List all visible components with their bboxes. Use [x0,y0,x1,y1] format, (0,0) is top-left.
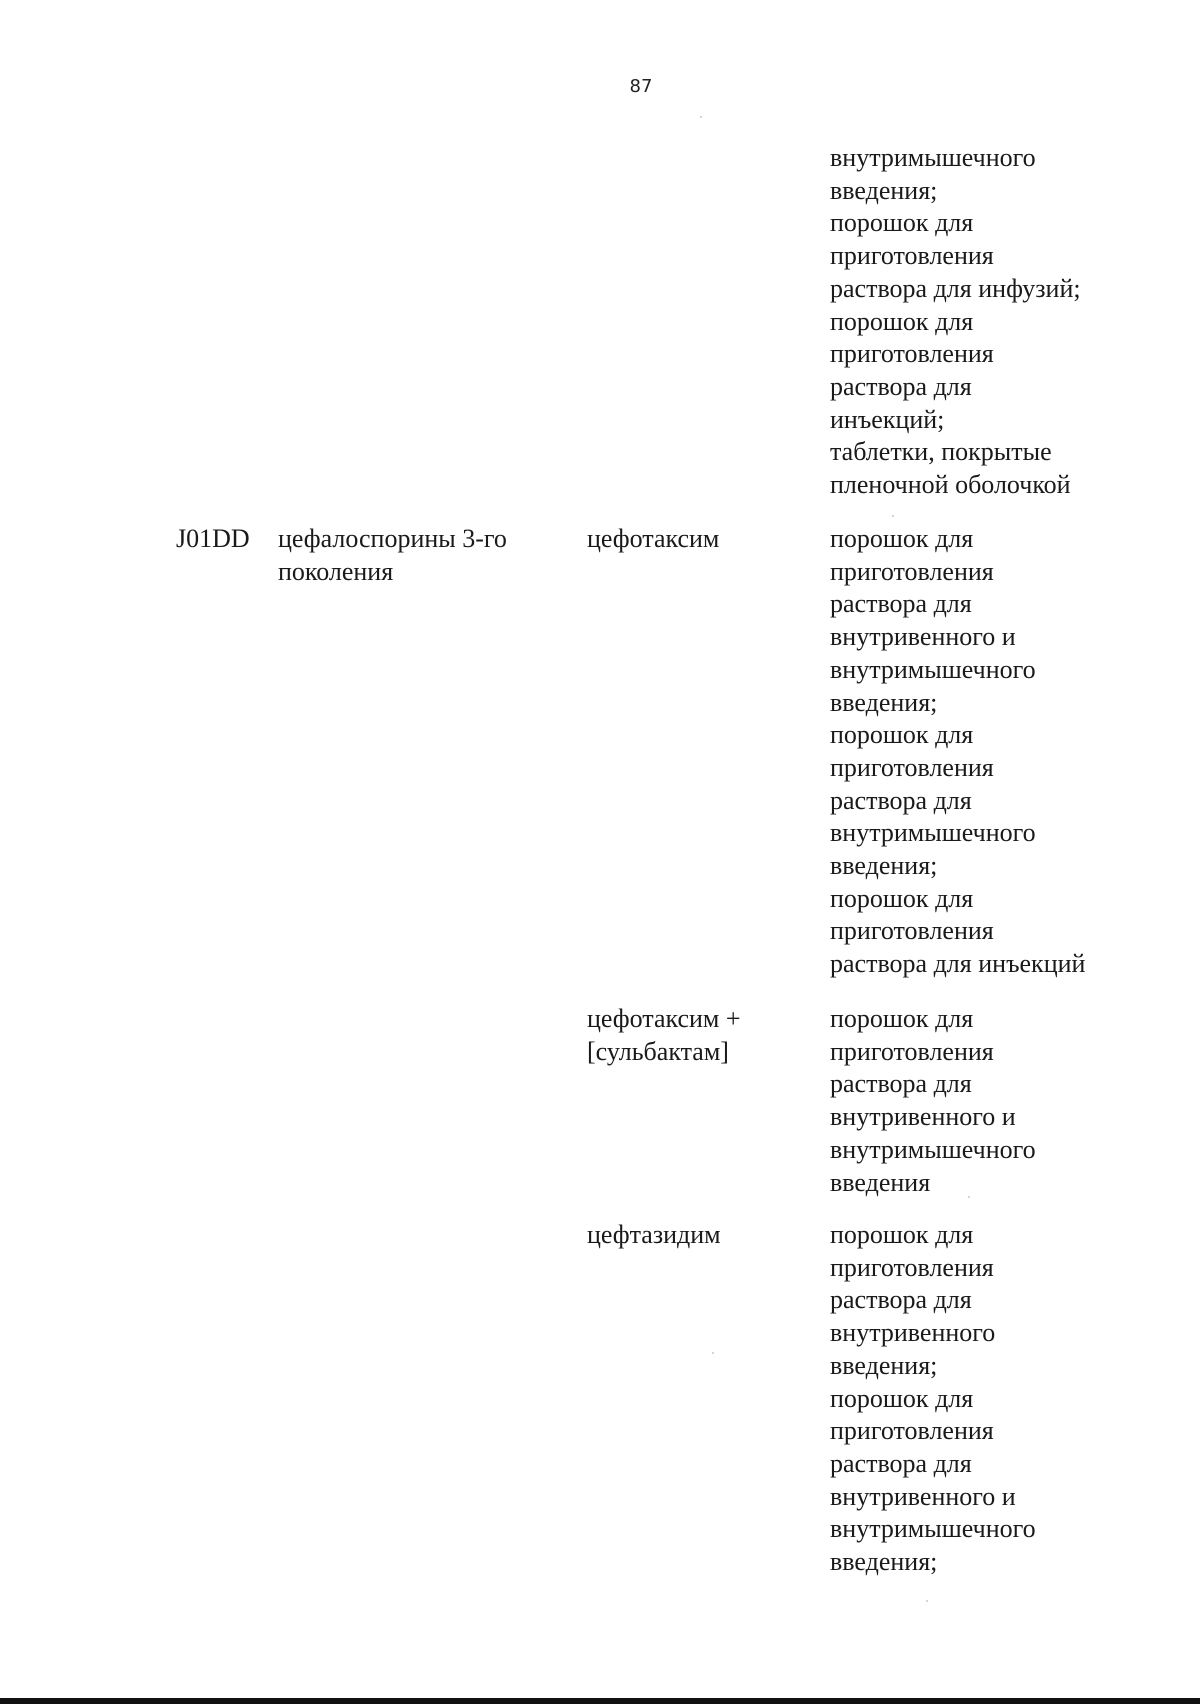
drug-name-line: цефотаксим [587,524,720,553]
dosage-form-line: порошок для [830,1004,974,1033]
dosage-form-line: введения; [830,1350,938,1380]
dosage-form-line: порошок для [830,1383,974,1413]
atc-group-name [278,523,507,588]
dosage-form-line: внутривенного и [830,1102,1016,1132]
dosage-form-line: раствора для [830,371,972,401]
scan-speck [712,1352,714,1354]
dosage-form-line: введения [830,1167,931,1197]
dosage-form-line: раствора для [830,785,972,815]
drug-dosage-forms-cefotaxime-sulbactam [830,1003,1036,1199]
dosage-form-line: приготовления [830,241,994,271]
dosage-form-line: порошок для [830,306,974,336]
dosage-form-line: приготовления [830,1252,994,1282]
dosage-form-line: внутримышечного [830,1134,1036,1164]
scan-speck [700,116,702,118]
drug-name-line: цефотаксим + [587,1004,741,1033]
dosage-form-line: приготовления [830,556,994,586]
continuation-dosage-forms [830,142,1081,502]
dosage-form-line: раствора для [830,1448,972,1478]
drug-name-cefotaxime-sulbactam [587,1003,741,1068]
scan-speck [926,1600,928,1602]
scan-speck [892,515,894,517]
dosage-form-line: раствора для [830,1285,972,1315]
drug-name-line: [сульбактам] [587,1036,729,1066]
dosage-form-line: раствора для [830,589,972,619]
dosage-form-line: приготовления [830,916,994,946]
page-bottom-edge [0,1698,1200,1704]
dosage-form-line: введения; [830,851,938,881]
dosage-form-line: введения; [830,175,938,205]
dosage-form-line: порошок для [830,524,974,553]
dosage-form-line: приготовления [830,752,994,782]
dosage-form-line: таблетки, покрытые [830,437,1052,467]
page-number: 87 [629,76,653,97]
dosage-form-line: инъекций; [830,404,945,434]
dosage-form-line: раствора для инфузий; [830,273,1081,303]
dosage-form-line: порошок для [830,1220,974,1249]
dosage-form-line: порошок для [830,208,974,238]
dosage-form-line: внутримышечного [830,1514,1036,1544]
dosage-form-line: введения; [830,687,938,717]
drug-dosage-forms-cefotaxime [830,523,1085,981]
drug-name-ceftazidime [587,1219,721,1252]
group-name-line: поколения [278,556,394,586]
group-name-line: цефалоспорины 3-го [278,524,507,553]
dosage-form-line: пленочной оболочкой [830,470,1071,500]
dosage-form-line: внутримышечного [830,654,1036,684]
dosage-form-line: порошок для [830,720,974,750]
drug-dosage-forms-ceftazidime [830,1219,1036,1579]
drug-name-cefotaxime [587,523,719,556]
dosage-form-line: внутривенного и [830,1481,1016,1511]
dosage-form-line: раствора для [830,1069,972,1099]
dosage-form-line: внутривенного и [830,622,1016,652]
dosage-form-line: внутримышечного [830,143,1036,172]
dosage-form-line: раствора для инъекций [830,949,1086,979]
dosage-form-line: внутривенного [830,1318,996,1348]
dosage-form-line: приготовления [830,339,994,369]
dosage-form-line: порошок для [830,883,974,913]
dosage-form-line: приготовления [830,1036,994,1066]
atc-code: J01DD [176,524,250,553]
dosage-form-line: введения; [830,1547,938,1577]
scan-speck [968,1196,970,1198]
drug-name-line: цефтазидим [587,1220,721,1249]
dosage-form-line: внутримышечного [830,818,1036,848]
dosage-form-line: приготовления [830,1416,994,1446]
